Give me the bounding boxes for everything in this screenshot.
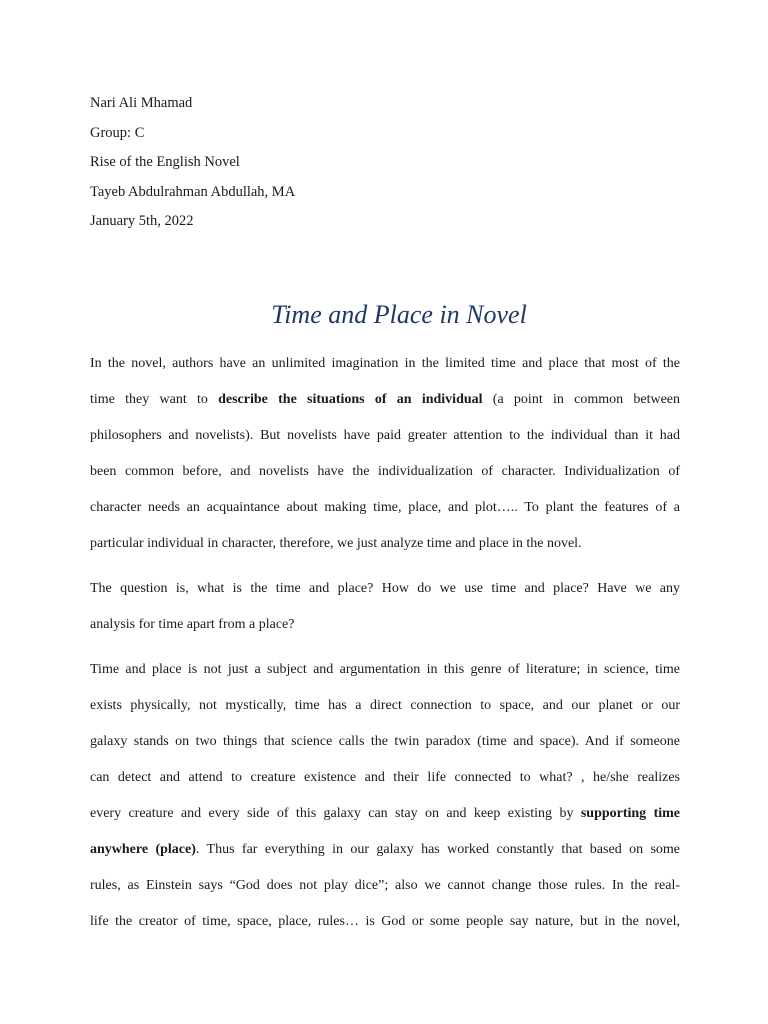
line-text: analysis for time apart from a place? <box>90 617 295 632</box>
line-text: time they want to <box>90 392 219 407</box>
author-name: Nari Ali Mhamad <box>90 95 193 111</box>
line-text: Time and place is not just a subject and argumentation in this genre of literature; in science, time <box>90 662 680 677</box>
paragraph-line <box>90 571 680 607</box>
paragraph-line <box>90 454 680 490</box>
paragraph-2 <box>90 571 680 643</box>
paragraph-line <box>90 652 680 688</box>
paragraph-3 <box>90 652 680 940</box>
line-text: every creature and every side of this galaxy can stay on and keep existing by <box>90 806 581 821</box>
group-label: Group: C <box>90 124 145 141</box>
line-text: can detect and attend to creature existence and their life connected to what? , he/she realizes <box>90 770 680 785</box>
paragraph-line <box>90 526 680 562</box>
course-name: Rise of the English Novel <box>90 154 240 170</box>
paragraph-line <box>90 607 680 643</box>
paragraph-line <box>90 418 680 454</box>
paragraph-line <box>90 760 680 796</box>
line-text: . Thus far everything in our galaxy has worked constantly that based on some <box>195 842 681 857</box>
line-text: The question is, what is the time and place? How do we use time and place? Have we any <box>90 581 680 596</box>
line-text: exists physically, not mystically, time has a direct connection to space, and our planet or our <box>90 698 680 713</box>
bold-phrase: anywhere (place) <box>90 842 196 857</box>
paragraph-line <box>90 796 680 832</box>
paragraph-1 <box>90 346 680 562</box>
line-text: rules, as Einstein says “God does not play dice”; also we cannot change those rules. In the real- <box>90 878 680 893</box>
line-text: been common before, and novelists have the individualization of character. Individualization of <box>90 464 680 479</box>
instructor-name: Tayeb Abdulrahman Abdullah, MA <box>90 183 296 200</box>
bold-phrase: describe the situations of an individual <box>218 392 483 407</box>
paragraph-line <box>90 490 680 526</box>
line-text: life the creator of time, space, place, rules… is God or some people say nature, but in the novel, <box>90 914 680 929</box>
line-text: particular individual in character, therefore, we just analyze time and place in the novel. <box>90 536 582 551</box>
document-title: Time and Place in Novel <box>271 300 527 329</box>
header-block <box>90 92 690 240</box>
paragraph-line <box>90 832 680 868</box>
bold-phrase: supporting time <box>580 806 680 821</box>
paragraph-line <box>90 346 680 382</box>
line-text: character needs an acquaintance about making time, place, and plot….. To plant the features of a <box>90 500 680 515</box>
line-text: philosophers and novelists). But novelists have paid greater attention to the individual than it had <box>90 428 680 443</box>
line-text: galaxy stands on two things that science calls the twin paradox (time and space). And if someone <box>90 734 680 749</box>
line-text: In the novel, authors have an unlimited imagination in the limited time and place that most of the <box>90 356 680 371</box>
paragraph-line <box>90 904 680 940</box>
paragraph-line <box>90 382 680 418</box>
paragraph-line <box>90 688 680 724</box>
paragraph-line <box>90 868 680 904</box>
date-line: January 5th, 2022 <box>90 213 194 229</box>
line-text: (a point in common between <box>482 392 680 407</box>
paragraph-line <box>90 724 680 760</box>
